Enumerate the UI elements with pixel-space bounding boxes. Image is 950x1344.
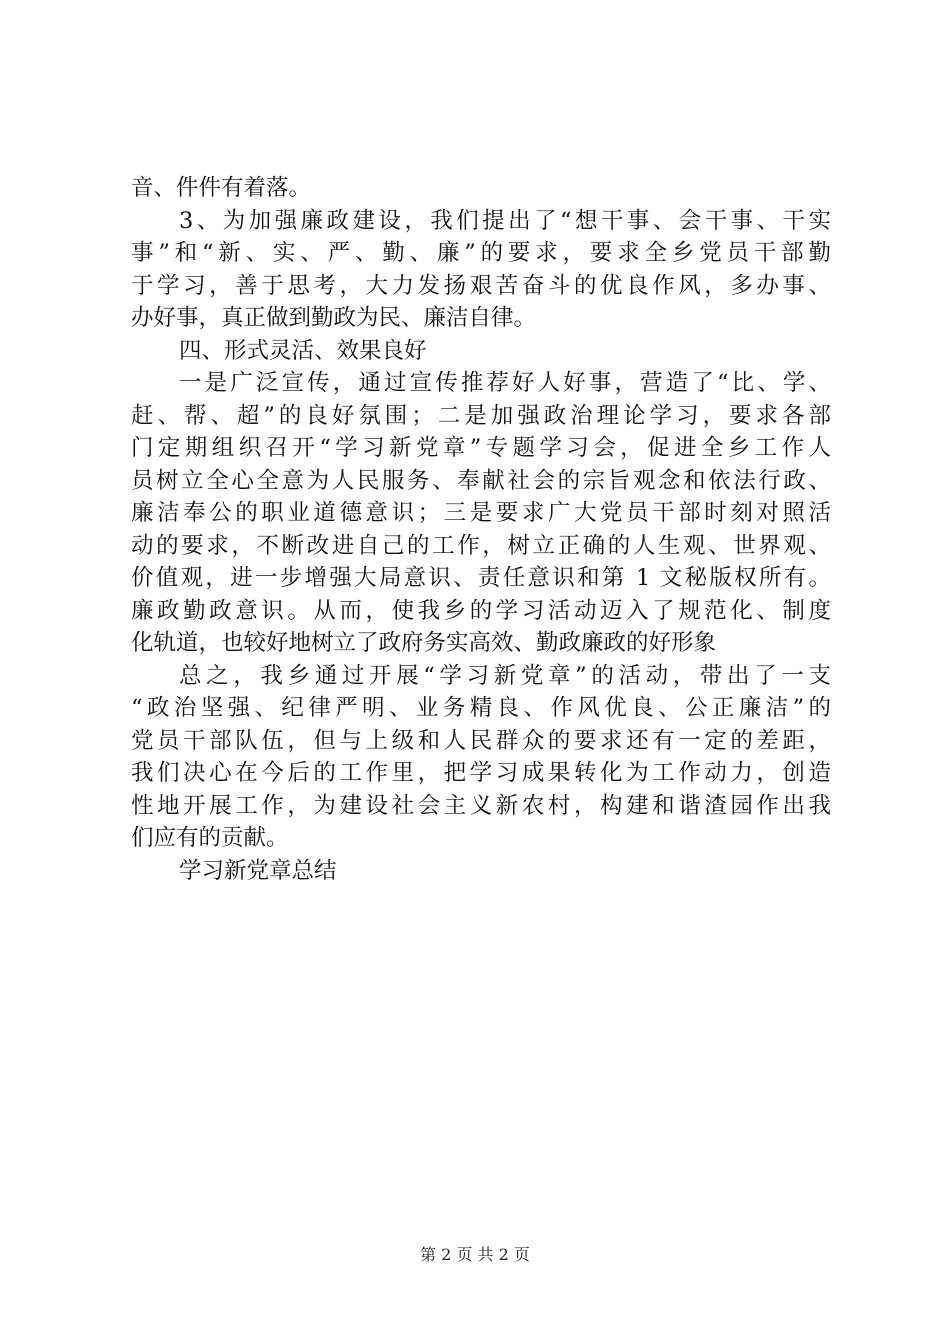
text-line: 门定期组织召开“学习新党章”专题学习会，促进全乡工作人 [131,435,831,461]
text-line: 化轨道，也较好地树立了政府务实高效、勤政廉政的好形象 [131,630,717,656]
text-line: 性地开展工作，为建设社会主义新农村，构建和谐渣园作出我 [131,792,831,819]
text-line: 党员干部队伍，但与上级和人民群众的要求还有一定的差距， [131,727,831,754]
text-line: 廉政勤政意识。从而，使我乡的学习活动迈入了规范化、制度 [131,597,831,624]
text-line: 我们决心在今后的工作里，把学习成果转化为工作动力，创造 [131,760,831,786]
text-line: 学习新党章总结 [179,857,337,884]
text-line: 一是广泛宣传，通过宣传推荐好人好事，营造了“比、学、 [179,370,831,396]
text-line: 们应有的贡献。 [131,825,289,851]
text-line: 总之，我乡通过开展“学习新党章”的活动，带出了一支 [179,662,831,689]
text-line: 3、为加强廉政建设，我们提出了“想干事、会干事、干实 [179,207,831,234]
text-line: 赶、帮、超”的良好氛围；二是加强政治理论学习，要求各部 [131,402,831,429]
text-line: 于学习，善于思考，大力发扬艰苦奋斗的优良作风，多办事、 [131,272,831,299]
text-line: 音、件件有着落。 [131,175,312,201]
text-line: 价值观，进一步增强大局意识、责任意识和第 1 文秘版权所有。 [131,565,831,591]
text-line: 廉洁奉公的职业道德意识；三是要求广大党员干部时刻对照活 [131,500,831,526]
text-line: 四、形式灵活、效果良好 [179,337,427,364]
text-line: “政治坚强、纪律严明、业务精良、作风优良、公正廉洁”的 [131,695,831,721]
page-footer: 第 2 页 共 2 页 [420,1245,530,1264]
text-line: 员树立全心全意为人民服务、奉献社会的宗旨观念和依法行政、 [131,467,831,494]
text-line: 办好事，真正做到勤政为民、廉洁自律。 [131,305,537,331]
text-line: 动的要求，不断改进自己的工作，树立正确的人生观、世界观、 [131,532,831,559]
text-line: 事”和“新、实、严、勤、廉”的要求，要求全乡党员干部勤 [131,240,831,266]
document-body [131,172,831,887]
